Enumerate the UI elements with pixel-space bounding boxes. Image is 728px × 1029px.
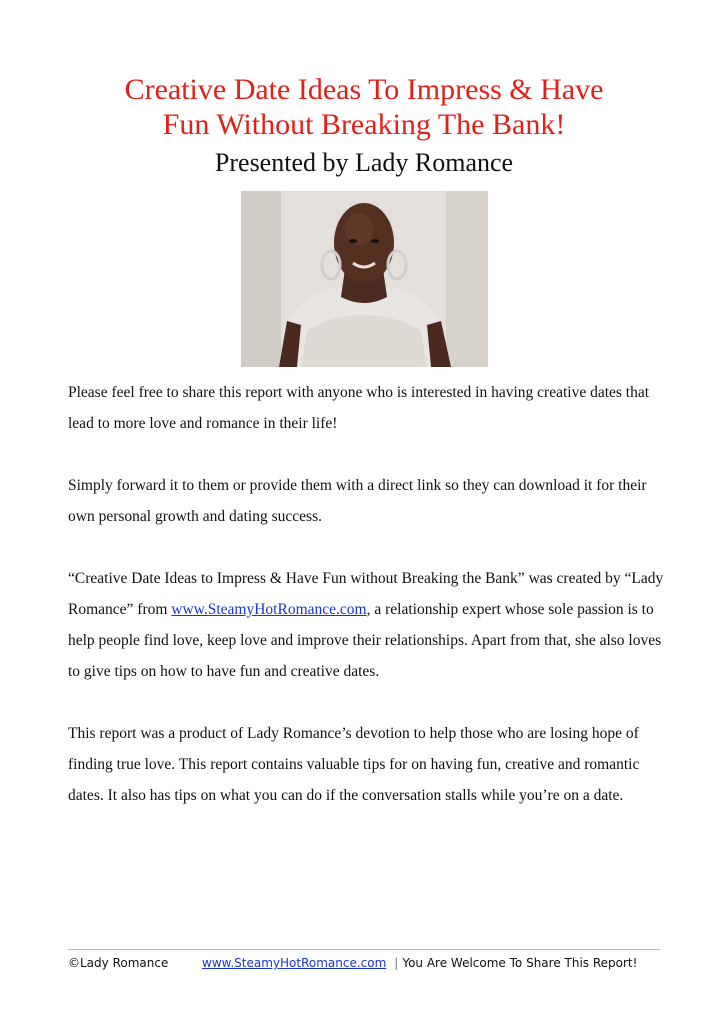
steamyhotromance-link[interactable]: www.SteamyHotRomance.com	[171, 601, 367, 618]
author-paragraph-text-start: “Creative Date Ideas to Impress & Have Fun without Breaking the Bank” was created by “Lady Romance” from	[68, 570, 664, 618]
footer-share-text: You Are Welcome To Share This Report!	[402, 956, 638, 970]
intro-paragraph: Please feel free to share this report with anyone who is interested in having creative dates that lead to more love and romance in their life!	[68, 384, 650, 432]
footer-website-link[interactable]: www.SteamyHotRomance.com	[202, 956, 387, 970]
footer-separator: |	[394, 956, 399, 970]
page-footer	[68, 953, 668, 973]
author-paragraph	[68, 563, 668, 687]
author-paragraph-text-end: , a relationship expert whose sole passion is to help people find love, keep love and improve their relationships. Apart from that, she also loves to give tips on how to have fun and creative dates.	[68, 601, 662, 680]
report-title-line-1: Creative Date Ideas To Impress & Have	[124, 73, 604, 106]
purpose-paragraph: This report was a product of Lady Romance’s devotion to help those who are losing hope of finding true love. This report contains valuable tips for on having fun, creative and romantic dates. It also has tips on what you can do if the conversation stalls while you’re on a date.	[68, 725, 640, 804]
author-portrait-photo	[241, 191, 488, 367]
report-title-line-2: Fun Without Breaking The Bank!	[162, 108, 566, 141]
report-title	[40, 72, 688, 142]
footer-copyright: ©Lady Romance	[68, 956, 169, 970]
share-paragraph: Simply forward it to them or provide them with a direct link so they can download it for their own personal growth and dating success.	[68, 477, 647, 525]
report-body	[68, 377, 668, 842]
footer-divider	[68, 949, 660, 950]
report-subtitle: Presented by Lady Romance	[214, 148, 514, 177]
